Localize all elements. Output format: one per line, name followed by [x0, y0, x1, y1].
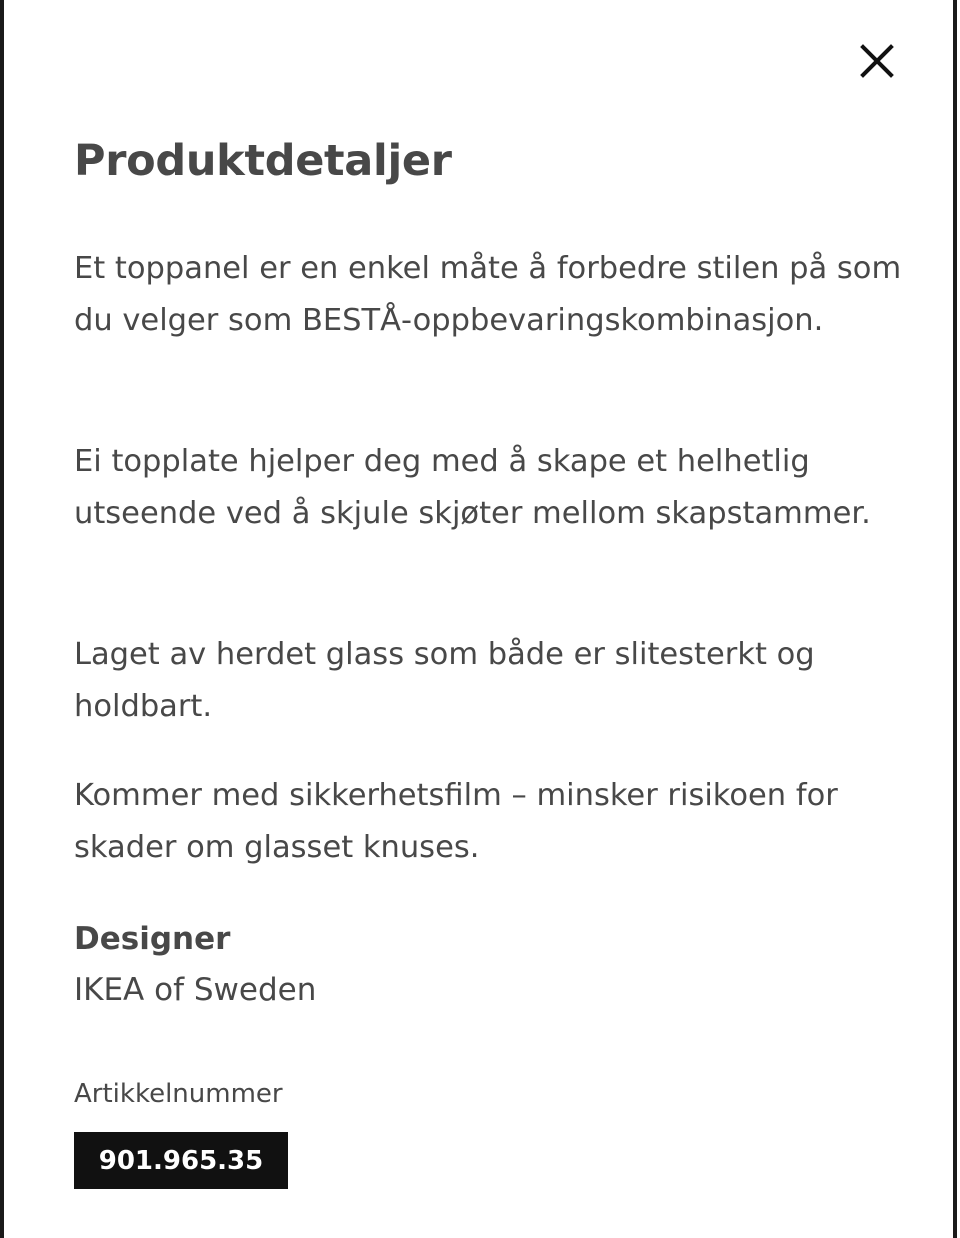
close-button[interactable]	[850, 34, 904, 88]
close-icon	[860, 44, 894, 78]
designer-value: IKEA of Sweden	[74, 972, 317, 1008]
description-paragraph: Et toppanel er en enkel måte å forbedre stilen på som du velger som BESTÅ-oppbevaringskombinasjon.	[74, 251, 902, 338]
article-number-label: Artikkelnummer	[74, 1079, 283, 1109]
dialog-title: Produktdetaljer	[74, 136, 452, 186]
description-paragraph: Ei topplate hjelper deg med å skape et helhetlig utseende ved å skjule skjøter mellom skapstammer.	[74, 444, 871, 531]
article-number-badge: 901.965.35	[74, 1132, 288, 1189]
designer-label: Designer	[74, 921, 231, 957]
description-paragraph: Kommer med sikkerhetsfilm – minsker risikoen for skader om glasset knuses.	[74, 778, 838, 865]
description-paragraph: Laget av herdet glass som både er slitesterkt og holdbart.	[74, 637, 815, 724]
